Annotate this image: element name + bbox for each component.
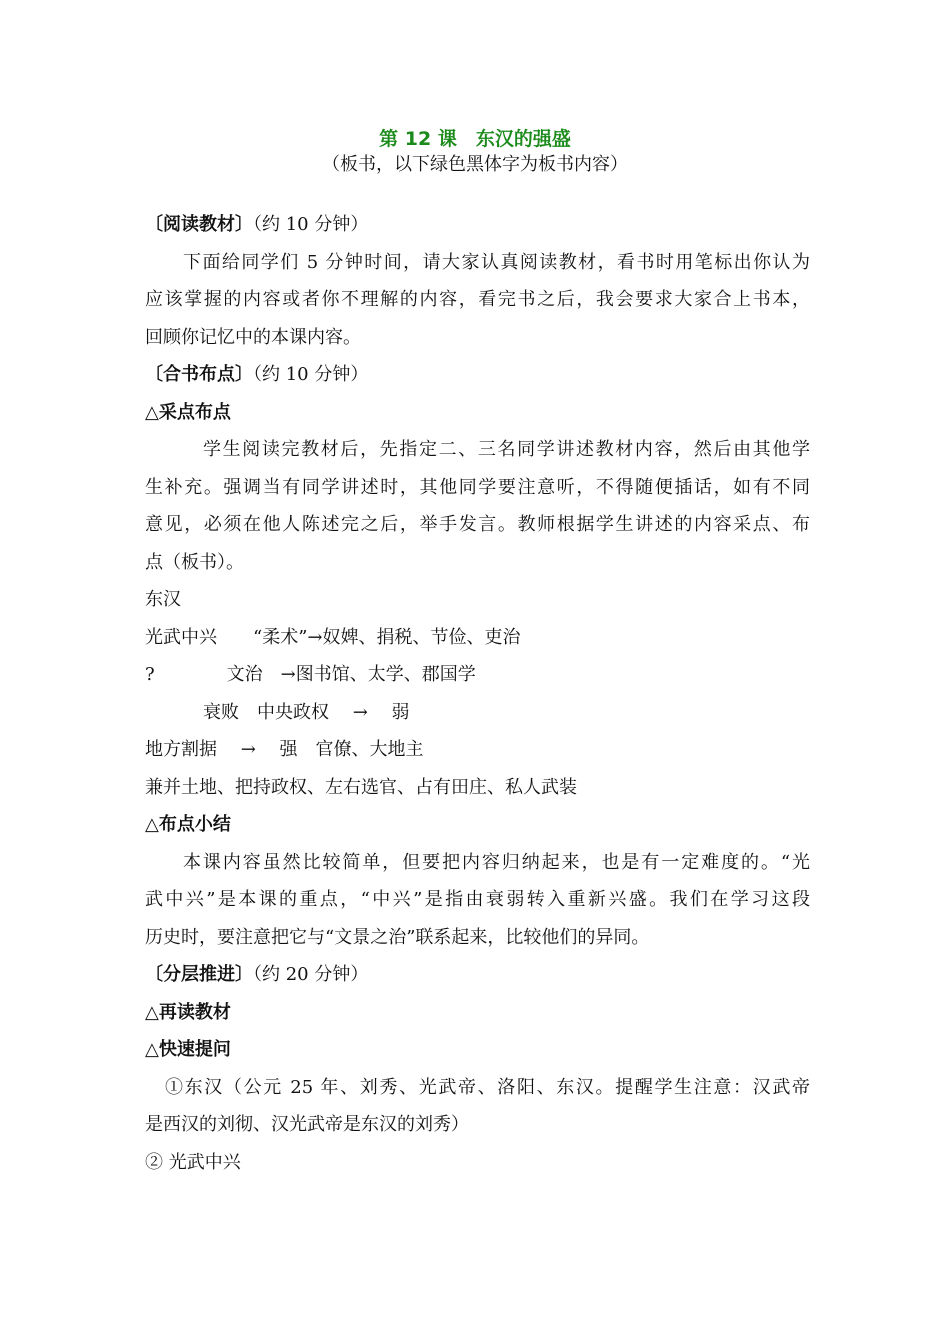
layered-heading: 〔分层推进〕 [145, 964, 253, 985]
question-item-line: ①东汉（公元 25 年、刘秀、光武帝、洛阳、东汉。提醒学生注意：汉武帝 [165, 1076, 810, 1098]
document-body [145, 206, 810, 1181]
closing-time: （约 10 分钟） [253, 364, 369, 385]
board-line: 衰败 中央政权 → 弱 [203, 701, 410, 723]
closing-para-line: 点（板书）。 [145, 551, 244, 573]
reading-time: （约 10 分钟） [253, 214, 369, 235]
summary-para-line: 武中兴”是本课的重点，“中兴”是指由衰弱转入重新兴盛。我们在学习这段 [145, 889, 810, 910]
board-line: ? 文治 →图书馆、太学、郡国学 [145, 664, 476, 685]
closing-section-heading [145, 356, 810, 394]
board-line: 光武中兴 “柔术”→奴婢、捐税、节俭、吏治 [145, 626, 521, 648]
lesson-title: 第 12 课 东汉的强盛 [379, 128, 571, 150]
reading-para-line: 下面给同学们 5 分钟时间，请大家认真阅读教材，看书时用笔标出你认为 [183, 251, 810, 273]
reading-para-line: 应该掌握的内容或者你不理解的内容，看完书之后，我会要求大家合上书本， [145, 289, 810, 310]
summary-para-line: 本课内容虽然比较简单，但要把内容归纳起来，也是有一定难度的。“光 [183, 851, 810, 873]
reread-subheading: △再读教材 [145, 1001, 231, 1023]
layered-time: （约 20 分钟） [253, 964, 369, 985]
lesson-subtitle: （板书，以下绿色黑体字为板书内容） [322, 154, 628, 175]
closing-para-line: 意见，必须在他人陈述完之后，举手发言。教师根据学生讲述的内容采点、布 [145, 514, 810, 535]
question-item-line: ② 光武中兴 [145, 1151, 241, 1173]
reading-section-heading [145, 206, 810, 244]
quick-question-subheading: △快速提问 [145, 1039, 231, 1060]
board-line: 东汉 [145, 589, 181, 610]
closing-para-line: 生补充。强调当有同学讲述时，其他同学要注意听，不得随便插话，如有不同 [145, 476, 810, 498]
summary-subheading: △布点小结 [145, 814, 231, 835]
summary-para-line: 历史时，要注意把它与“文景之治”联系起来，比较他们的异同。 [145, 926, 650, 948]
reading-heading: 〔阅读教材〕 [145, 214, 253, 235]
reading-para-line: 回顾你记忆中的本课内容。 [145, 326, 361, 348]
question-item-line: 是西汉的刘彻、汉光武帝是东汉的刘秀） [145, 1114, 469, 1135]
board-line: 地方割据 → 强 官僚、大地主 [145, 739, 424, 760]
closing-heading: 〔合书布点〕 [145, 364, 253, 385]
sampling-subheading: △采点布点 [145, 401, 231, 423]
layered-section-heading [145, 956, 810, 994]
closing-para-line: 学生阅读完教材后，先指定二、三名同学讲述教材内容，然后由其他学 [203, 439, 810, 460]
board-line: 兼并土地、把持政权、左右选官、占有田庄、私人武装 [145, 776, 577, 798]
